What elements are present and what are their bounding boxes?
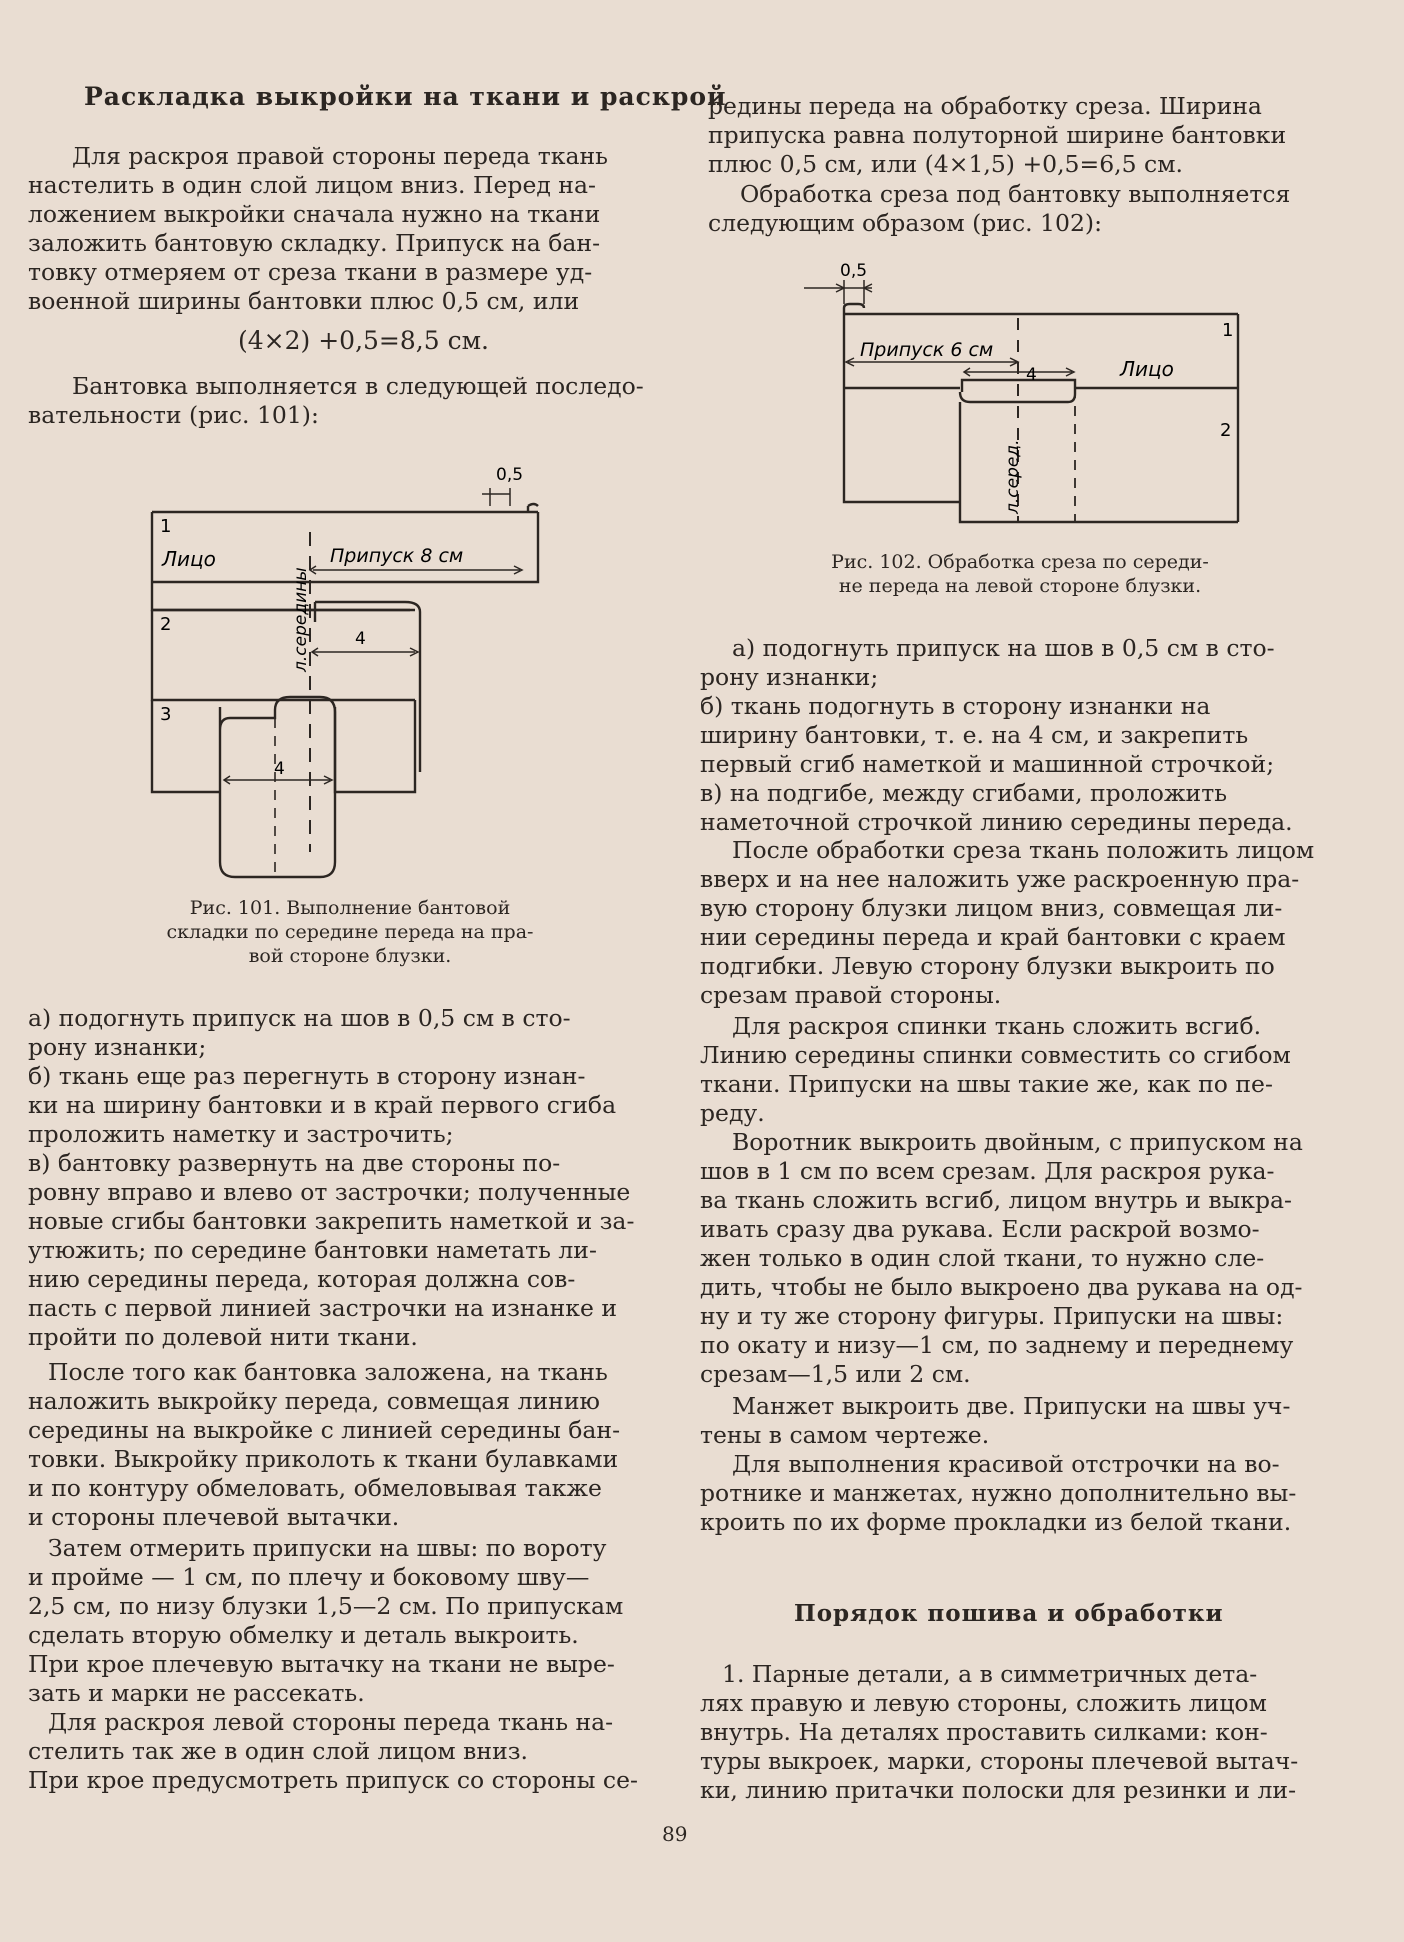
paragraph-right-1: редины переда на обработку среза. Ширина припуска равна полуторной ширине бантовки плюс 0,5 см, или (4×1,5) +0,5=6,5 см.: [708, 92, 1287, 178]
paragraph-right-8: Для выполнения красивой отстрочки на во- ротнике и манжетах, нужно дополнительно вы- кроить по их форме прокладки из белой ткани.: [700, 1450, 1297, 1536]
paragraph-right-4: После обработки среза ткань положить лицом вверх и на нее наложить уже раскроенную пра- вую сторону блузки лицом вниз, совмещая ли- нии середины переда и край бантовки с краем подгибки. Левую сторону блузки выкроить по срезам правой стороны.: [700, 836, 1315, 1009]
fig101-label-4-upper: 4: [355, 629, 366, 649]
paragraph-left-1: Для раскроя правой стороны переда ткань настелить в один слой лицом вниз. Перед на- ложением выкройки сначала нужно на ткани заложить бантовую складку. Припуск на бан- товку отмеряем от среза ткани в размере уд- военной ширины бантовки плюс 0,5 см, или: [28, 142, 608, 315]
fig101-label-3: 3: [160, 704, 172, 725]
paragraph-right-3: а) подогнуть припуск на шов в 0,5 см в сто- рону изнанки; б) ткань подогнуть в сторону изнанки на ширину бантовки, т. е. на 4 см, и закрепить первый сгиб наметкой и машинной строчкой; в) на подгибе, между сгибами, проложить наметочной строчкой линию середины переда.: [700, 634, 1293, 836]
fig102-label-4: 4: [1026, 365, 1037, 385]
figure-101-caption: Рис. 101. Выполнение бантовой складки по середине переда на пра- вой стороне блузки.: [166, 897, 534, 967]
fig102-label-1: 1: [1222, 320, 1234, 341]
figure-102-caption: Рис. 102. Обработка среза по середи- не переда на левой стороне блузки.: [831, 551, 1209, 597]
formula-allowance: (4×2) +0,5=8,5 см.: [238, 326, 489, 355]
fig101-label-4-lower: 4: [274, 759, 285, 779]
paragraph-left-2: Бантовка выполняется в следующей последо- вательности (рис. 101):: [28, 372, 644, 429]
paragraph-right-5: Для раскроя спинки ткань сложить всгиб. Линию середины спинки совместить со сгибом ткани. Припуски на швы такие же, как по пе- реду.: [700, 1012, 1291, 1127]
paragraph-right-9: 1. Парные детали, а в симметричных дета- лях правую и левую стороны, сложить лицом внутрь. На деталях проставить силками: кон- туры выкроек, марки, стороны плечевой вытач- ки, линию притачки полоски для резинки и ли-: [700, 1660, 1299, 1804]
fig101-label-1: 1: [160, 516, 172, 537]
fig101-label-middle: л.середины: [291, 567, 311, 672]
paragraph-right-6: Воротник выкроить двойным, с припуском на шов в 1 см по всем срезам. Для раскроя рука- ва ткань сложить всгиб, лицом внутрь и выкра- ивать сразу два рукава. Если раскрой возмо- жен только в один слой ткани, то нужно сле- дить, чтобы не было выкроено два рукава на од- ну и ту же сторону фигуры. Припуски на швы: по окату и низу—1 см, по заднему и переднему срезам—1,5 или 2 см.: [700, 1128, 1303, 1388]
fig102-label-middle: л.серед.: [1003, 439, 1023, 514]
fig101-label-face: Лицо: [162, 547, 216, 571]
section-heading-sewing: Порядок пошива и обработки: [794, 1600, 1224, 1627]
fig102-label-2: 2: [1220, 420, 1232, 441]
paragraph-left-5: Затем отмерить припуски на швы: по вороту и пройме — 1 см, по плечу и боковому шву— 2,5 см, по низу блузки 1,5—2 см. По припускам сделать вторую обмелку и деталь выкроить. При крое плечевую вытачку на ткани не выре- зать и марки не рассекать.: [28, 1534, 624, 1707]
page-number: 89: [662, 1822, 688, 1846]
figure-102-diagram: [800, 252, 1240, 542]
paragraph-right-7: Манжет выкроить две. Припуски на швы уч- тены в самом чертеже.: [700, 1392, 1291, 1449]
section-heading-layout: Раскладка выкройки на ткани и раскрой: [84, 82, 727, 111]
paragraph-left-3: а) подогнуть припуск на шов в 0,5 см в сто- рону изнанки; б) ткань еще раз перегнуть в сторону изнан- ки на ширину бантовки и в край первого сгиба проложить наметку и застрочить; в) бантовку развернуть на две стороны по- ровну вправо и влево от застрочки; полученные новые сгибы бантовки закрепить наметкой и за- утюжить; по середине бантовки наметать ли- нию середины переда, которая должна сов- пасть с первой линией застрочки на изнанке и пройти по долевой нити ткани.: [28, 1004, 635, 1351]
fig102-dim-05: 0,5: [840, 261, 868, 281]
paragraph-right-2: Обработка среза под бантовку выполняется следующим образом (рис. 102):: [708, 180, 1291, 237]
paragraph-left-6: Для раскроя левой стороны переда ткань на- стелить так же в один слой лицом вниз. При крое предусмотреть припуск со стороны се-: [28, 1708, 638, 1794]
fig101-dim-05: 0,5: [496, 465, 524, 485]
fig101-label-2: 2: [160, 614, 172, 635]
fig102-label-face: Лицо: [1120, 357, 1174, 381]
paragraph-left-4: После того как бантовка заложена, на ткань наложить выкройку переда, совмещая линию середины на выкройке с линией середины бан- товки. Выкройку приколоть к ткани булавками и по контуру обмеловать, обмеловывая также и стороны плечевой вытачки.: [28, 1358, 621, 1531]
figure-101-diagram: [130, 462, 550, 882]
fig102-label-allowance: Припуск 6 см: [860, 339, 994, 361]
fig101-label-allowance: Припуск 8 см: [330, 545, 464, 567]
